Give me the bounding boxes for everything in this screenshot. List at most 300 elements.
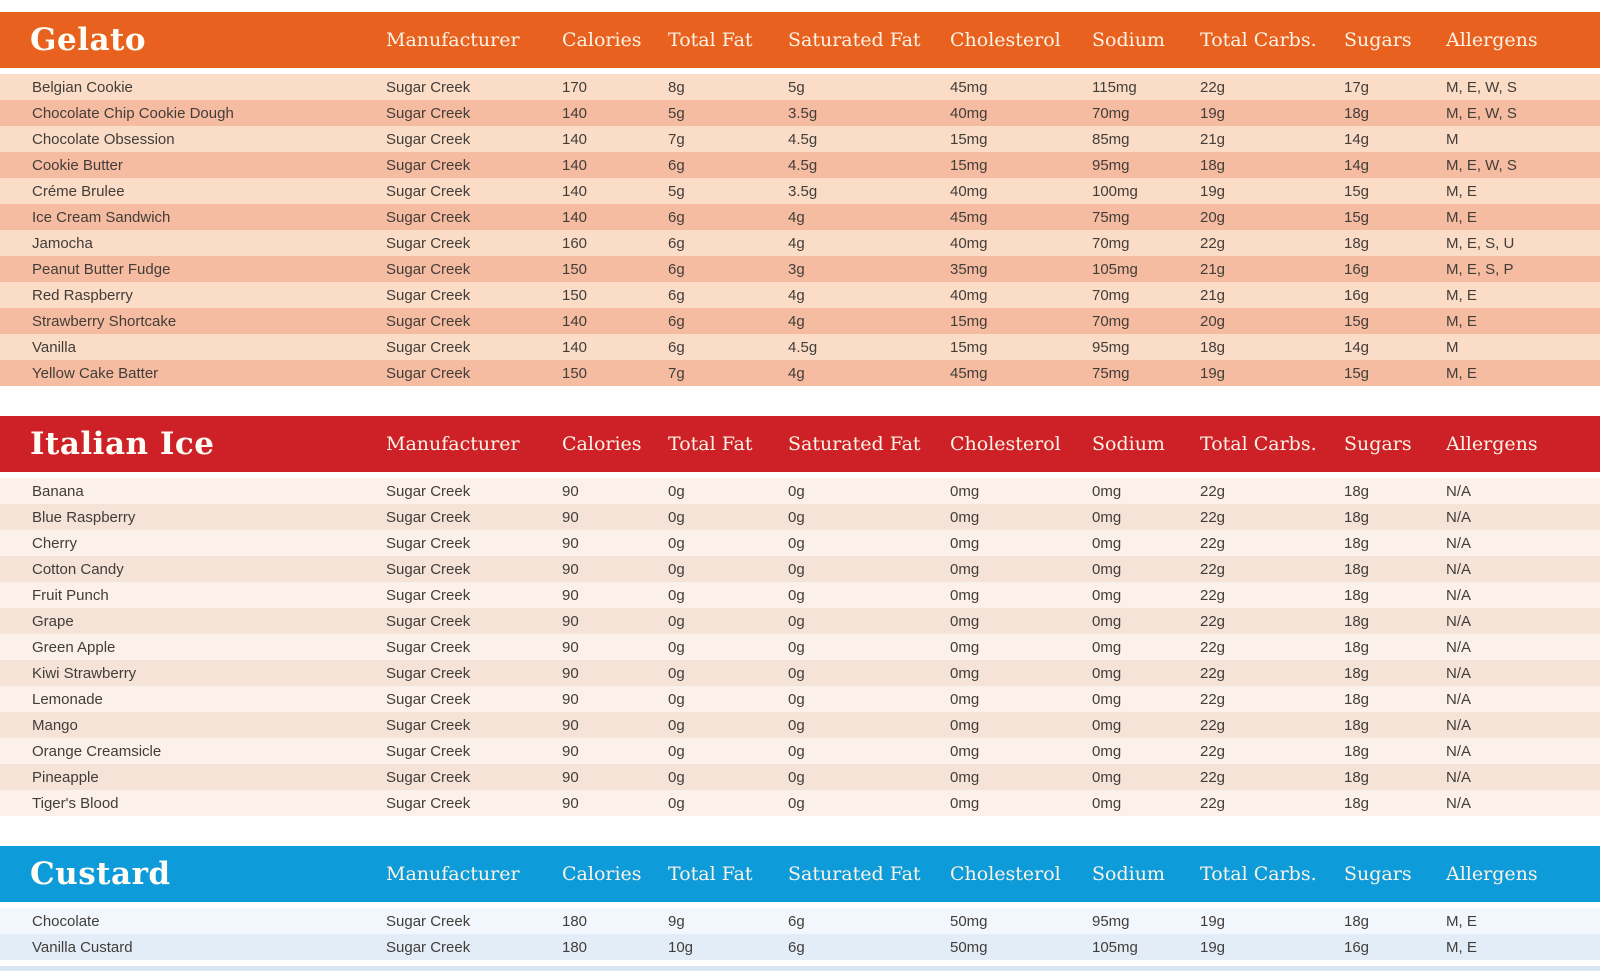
table-row: [0, 582, 1600, 608]
cell-allergens: N/A: [1446, 794, 1472, 812]
cell-total-carbs: 20g: [1200, 312, 1226, 330]
cell-allergens: N/A: [1446, 612, 1472, 630]
cell-total-carbs: 20g: [1200, 208, 1226, 226]
cell-name: Peanut Butter Fudge: [32, 260, 171, 278]
cell-total-fat: 0g: [668, 560, 685, 578]
cell-total-fat: 6g: [668, 312, 685, 330]
cell-calories: 90: [562, 664, 579, 682]
cell-sodium: 0mg: [1092, 482, 1122, 500]
cell-manufacturer: Sugar Creek: [386, 742, 471, 760]
cell-sodium: 70mg: [1092, 312, 1130, 330]
cell-sugars: 14g: [1344, 338, 1370, 356]
cell-saturated-fat: 4.5g: [788, 156, 818, 174]
cell-name: Vanilla: [32, 338, 76, 356]
cell-saturated-fat: 0g: [788, 638, 805, 656]
cell-cholesterol: 0mg: [950, 664, 980, 682]
cell-total-fat: 0g: [668, 612, 685, 630]
table-row: [0, 126, 1600, 152]
cell-calories: 90: [562, 534, 579, 552]
cell-cholesterol: 0mg: [950, 794, 980, 812]
cell-name: Cookie Butter: [32, 156, 123, 174]
column-header-saturated-fat: Saturated Fat: [788, 29, 921, 51]
cell-sodium: 0mg: [1092, 508, 1122, 526]
cell-sodium: 75mg: [1092, 208, 1130, 226]
cell-calories: 90: [562, 482, 579, 500]
cell-cholesterol: 45mg: [950, 208, 988, 226]
cell-total-fat: 5g: [668, 182, 685, 200]
cell-cholesterol: 0mg: [950, 768, 980, 786]
cell-calories: 150: [562, 364, 588, 382]
table-row: [0, 334, 1600, 360]
cell-total-carbs: 21g: [1200, 260, 1226, 278]
cell-saturated-fat: 3.5g: [788, 104, 818, 122]
cell-manufacturer: Sugar Creek: [386, 312, 471, 330]
cell-sodium: 95mg: [1092, 156, 1130, 174]
cell-name: Vanilla Custard: [32, 938, 133, 956]
cell-total-fat: 0g: [668, 768, 685, 786]
cell-sodium: 85mg: [1092, 130, 1130, 148]
cell-cholesterol: 15mg: [950, 130, 988, 148]
cell-name: Tiger's Blood: [32, 794, 119, 812]
cell-name: Belgian Cookie: [32, 78, 133, 96]
column-header-allergens: Allergens: [1446, 29, 1538, 51]
cell-manufacturer: Sugar Creek: [386, 156, 471, 174]
cell-allergens: M, E: [1446, 364, 1477, 382]
cell-calories: 90: [562, 612, 579, 630]
cell-cholesterol: 50mg: [950, 912, 988, 930]
cell-total-fat: 0g: [668, 690, 685, 708]
cell-allergens: N/A: [1446, 534, 1472, 552]
cell-manufacturer: Sugar Creek: [386, 338, 471, 356]
cell-sugars: 18g: [1344, 534, 1370, 552]
cell-total-fat: 6g: [668, 156, 685, 174]
cell-manufacturer: Sugar Creek: [386, 78, 471, 96]
cell-name: Yellow Cake Batter: [32, 364, 159, 382]
cell-calories: 90: [562, 742, 579, 760]
cell-calories: 140: [562, 338, 588, 356]
table-row: [0, 556, 1600, 582]
cell-total-fat: 0g: [668, 508, 685, 526]
table-row: [0, 530, 1600, 556]
cell-saturated-fat: 4.5g: [788, 338, 818, 356]
column-header-saturated-fat: Saturated Fat: [788, 433, 921, 455]
cell-manufacturer: Sugar Creek: [386, 482, 471, 500]
cell-saturated-fat: 0g: [788, 742, 805, 760]
cell-allergens: M, E, S, U: [1446, 234, 1515, 252]
cell-calories: 170: [562, 78, 588, 96]
cell-sodium: 105mg: [1092, 260, 1138, 278]
table-row: [0, 478, 1600, 504]
cell-sugars: 18g: [1344, 664, 1370, 682]
cell-sugars: 18g: [1344, 638, 1370, 656]
cell-saturated-fat: 0g: [788, 768, 805, 786]
table-row: [0, 100, 1600, 126]
cell-total-fat: 6g: [668, 286, 685, 304]
cell-manufacturer: Sugar Creek: [386, 130, 471, 148]
table-row: [0, 360, 1600, 386]
cell-total-fat: 8g: [668, 78, 685, 96]
cell-allergens: M, E, W, S: [1446, 156, 1517, 174]
cell-name: Lemonade: [32, 690, 103, 708]
cell-total-fat: 6g: [668, 208, 685, 226]
cell-cholesterol: 15mg: [950, 156, 988, 174]
cell-manufacturer: Sugar Creek: [386, 560, 471, 578]
cell-sodium: 0mg: [1092, 690, 1122, 708]
cell-total-fat: 7g: [668, 130, 685, 148]
cell-saturated-fat: 0g: [788, 508, 805, 526]
table-row: [0, 204, 1600, 230]
cell-total-carbs: 22g: [1200, 534, 1226, 552]
cell-total-fat: 10g: [668, 938, 694, 956]
table-row: [0, 738, 1600, 764]
cell-calories: 90: [562, 586, 579, 604]
cell-total-fat: 0g: [668, 794, 685, 812]
table-title: Gelato: [30, 22, 147, 58]
cell-allergens: N/A: [1446, 638, 1472, 656]
cell-sugars: 15g: [1344, 182, 1370, 200]
column-header-sodium: Sodium: [1092, 29, 1165, 51]
cell-calories: 140: [562, 104, 588, 122]
cell-total-fat: 6g: [668, 234, 685, 252]
cell-name: Orange Creamsicle: [32, 742, 162, 760]
cell-allergens: M, E, S, P: [1446, 260, 1514, 278]
cell-saturated-fat: 4g: [788, 286, 805, 304]
cell-total-carbs: 22g: [1200, 794, 1226, 812]
cell-sugars: 14g: [1344, 130, 1370, 148]
table-row: [0, 230, 1600, 256]
cell-allergens: M, E, W, S: [1446, 104, 1517, 122]
table-row: [0, 504, 1600, 530]
cell-total-carbs: 19g: [1200, 912, 1226, 930]
cell-name: Pineapple: [32, 768, 99, 786]
cell-cholesterol: 15mg: [950, 338, 988, 356]
cell-cholesterol: 0mg: [950, 534, 980, 552]
cell-saturated-fat: 3.5g: [788, 182, 818, 200]
cell-allergens: N/A: [1446, 716, 1472, 734]
cell-calories: 140: [562, 312, 588, 330]
cell-sugars: 18g: [1344, 794, 1370, 812]
cell-sodium: 0mg: [1092, 586, 1122, 604]
cell-allergens: N/A: [1446, 482, 1472, 500]
cell-sugars: 18g: [1344, 586, 1370, 604]
cell-calories: 90: [562, 508, 579, 526]
cell-saturated-fat: 0g: [788, 664, 805, 682]
cell-name: Kiwi Strawberry: [32, 664, 137, 682]
column-header-total-fat: Total Fat: [668, 863, 753, 885]
cell-total-fat: 0g: [668, 716, 685, 734]
cell-total-fat: 0g: [668, 664, 685, 682]
cutoff-next-row-strip: [0, 966, 1600, 971]
cell-allergens: M, E: [1446, 208, 1477, 226]
cell-cholesterol: 0mg: [950, 690, 980, 708]
cell-saturated-fat: 4.5g: [788, 130, 818, 148]
table-row: [0, 308, 1600, 334]
cell-sodium: 0mg: [1092, 768, 1122, 786]
cell-saturated-fat: 5g: [788, 78, 805, 96]
table-header-band: [0, 416, 1600, 472]
cell-sugars: 18g: [1344, 612, 1370, 630]
cell-name: Mango: [32, 716, 78, 734]
cell-sodium: 0mg: [1092, 794, 1122, 812]
cell-total-fat: 7g: [668, 364, 685, 382]
cell-sodium: 115mg: [1092, 78, 1137, 96]
cell-sodium: 0mg: [1092, 716, 1122, 734]
column-header-manufacturer: Manufacturer: [386, 29, 520, 51]
column-header-saturated-fat: Saturated Fat: [788, 863, 921, 885]
cell-sugars: 17g: [1344, 78, 1370, 96]
cell-manufacturer: Sugar Creek: [386, 260, 471, 278]
cell-manufacturer: Sugar Creek: [386, 716, 471, 734]
cell-sugars: 14g: [1344, 156, 1370, 174]
column-header-total-fat: Total Fat: [668, 433, 753, 455]
cell-sugars: 18g: [1344, 912, 1370, 930]
cell-total-carbs: 18g: [1200, 156, 1226, 174]
table-body: [0, 74, 1600, 386]
column-header-total-fat: Total Fat: [668, 29, 753, 51]
table-row: [0, 908, 1600, 934]
cell-manufacturer: Sugar Creek: [386, 690, 471, 708]
table-header-band: [0, 12, 1600, 68]
cell-name: Cotton Candy: [32, 560, 124, 578]
cell-sugars: 18g: [1344, 508, 1370, 526]
cell-cholesterol: 0mg: [950, 612, 980, 630]
cell-name: Strawberry Shortcake: [32, 312, 177, 330]
cell-allergens: M, E: [1446, 286, 1477, 304]
cell-allergens: N/A: [1446, 664, 1472, 682]
table-body: [0, 478, 1600, 816]
cell-allergens: N/A: [1446, 560, 1472, 578]
cell-total-fat: 9g: [668, 912, 685, 930]
cell-total-carbs: 22g: [1200, 638, 1226, 656]
cell-total-fat: 0g: [668, 534, 685, 552]
cell-total-carbs: 21g: [1200, 130, 1226, 148]
table-row: [0, 152, 1600, 178]
cell-calories: 160: [562, 234, 588, 252]
cell-total-carbs: 22g: [1200, 742, 1226, 760]
cell-calories: 180: [562, 938, 588, 956]
column-header-cholesterol: Cholesterol: [950, 863, 1061, 885]
cell-sugars: 15g: [1344, 208, 1370, 226]
cell-sugars: 15g: [1344, 312, 1370, 330]
cell-manufacturer: Sugar Creek: [386, 234, 471, 252]
cell-sodium: 0mg: [1092, 612, 1122, 630]
cell-sodium: 70mg: [1092, 234, 1130, 252]
cell-total-carbs: 22g: [1200, 664, 1226, 682]
column-header-calories: Calories: [562, 433, 642, 455]
cell-sugars: 18g: [1344, 716, 1370, 734]
cell-sugars: 18g: [1344, 690, 1370, 708]
table-row: [0, 934, 1600, 960]
cell-sugars: 18g: [1344, 560, 1370, 578]
cell-cholesterol: 40mg: [950, 182, 988, 200]
cell-cholesterol: 40mg: [950, 286, 988, 304]
table-section-custard: [0, 846, 1600, 960]
cell-saturated-fat: 4g: [788, 234, 805, 252]
cell-manufacturer: Sugar Creek: [386, 612, 471, 630]
cell-manufacturer: Sugar Creek: [386, 768, 471, 786]
column-header-manufacturer: Manufacturer: [386, 433, 520, 455]
cell-manufacturer: Sugar Creek: [386, 286, 471, 304]
cell-sodium: 100mg: [1092, 182, 1138, 200]
cell-total-carbs: 22g: [1200, 234, 1226, 252]
cell-calories: 90: [562, 690, 579, 708]
cell-sugars: 16g: [1344, 286, 1370, 304]
cell-name: Grape: [32, 612, 74, 630]
cell-sodium: 95mg: [1092, 912, 1130, 930]
cell-total-fat: 6g: [668, 260, 685, 278]
cell-allergens: M: [1446, 338, 1459, 356]
table-row: [0, 608, 1600, 634]
cell-saturated-fat: 0g: [788, 794, 805, 812]
table-row: [0, 764, 1600, 790]
cell-sodium: 0mg: [1092, 742, 1122, 760]
cell-allergens: M, E: [1446, 938, 1477, 956]
cell-sodium: 0mg: [1092, 664, 1122, 682]
column-header-calories: Calories: [562, 29, 642, 51]
table-row: [0, 282, 1600, 308]
cell-cholesterol: 40mg: [950, 104, 988, 122]
cell-total-carbs: 22g: [1200, 560, 1226, 578]
table-title: Custard: [30, 856, 171, 892]
table-row: [0, 712, 1600, 738]
column-header-sugars: Sugars: [1344, 433, 1412, 455]
cell-saturated-fat: 3g: [788, 260, 805, 278]
cell-manufacturer: Sugar Creek: [386, 912, 471, 930]
column-header-sugars: Sugars: [1344, 29, 1412, 51]
cell-name: Green Apple: [32, 638, 116, 656]
cell-calories: 150: [562, 286, 588, 304]
cell-saturated-fat: 6g: [788, 912, 805, 930]
column-header-sodium: Sodium: [1092, 863, 1165, 885]
cell-allergens: N/A: [1446, 508, 1472, 526]
cell-total-fat: 0g: [668, 482, 685, 500]
cell-total-carbs: 22g: [1200, 612, 1226, 630]
cell-saturated-fat: 0g: [788, 716, 805, 734]
cell-total-carbs: 22g: [1200, 482, 1226, 500]
cell-total-fat: 5g: [668, 104, 685, 122]
cell-total-carbs: 22g: [1200, 768, 1226, 786]
cell-sugars: 15g: [1344, 364, 1370, 382]
column-header-calories: Calories: [562, 863, 642, 885]
cell-sodium: 70mg: [1092, 286, 1130, 304]
cell-manufacturer: Sugar Creek: [386, 664, 471, 682]
cell-total-carbs: 18g: [1200, 338, 1226, 356]
cell-saturated-fat: 0g: [788, 482, 805, 500]
cell-sodium: 75mg: [1092, 364, 1130, 382]
cell-total-fat: 0g: [668, 638, 685, 656]
cell-name: Blue Raspberry: [32, 508, 136, 526]
cell-manufacturer: Sugar Creek: [386, 534, 471, 552]
cell-cholesterol: 0mg: [950, 560, 980, 578]
cell-cholesterol: 35mg: [950, 260, 988, 278]
cell-manufacturer: Sugar Creek: [386, 638, 471, 656]
cell-name: Chocolate: [32, 912, 100, 930]
cell-saturated-fat: 0g: [788, 586, 805, 604]
cell-calories: 90: [562, 638, 579, 656]
cell-manufacturer: Sugar Creek: [386, 104, 471, 122]
cell-total-carbs: 21g: [1200, 286, 1226, 304]
cell-name: Chocolate Obsession: [32, 130, 175, 148]
cell-cholesterol: 45mg: [950, 364, 988, 382]
cell-manufacturer: Sugar Creek: [386, 182, 471, 200]
table-row: [0, 634, 1600, 660]
cell-total-carbs: 22g: [1200, 716, 1226, 734]
cell-allergens: N/A: [1446, 768, 1472, 786]
column-header-allergens: Allergens: [1446, 863, 1538, 885]
cell-allergens: M, E, W, S: [1446, 78, 1517, 96]
cell-sugars: 18g: [1344, 234, 1370, 252]
table-row: [0, 178, 1600, 204]
column-header-sugars: Sugars: [1344, 863, 1412, 885]
cell-allergens: M: [1446, 130, 1459, 148]
cell-total-fat: 6g: [668, 338, 685, 356]
cell-name: Ice Cream Sandwich: [32, 208, 171, 226]
cell-allergens: N/A: [1446, 586, 1472, 604]
cell-name: Chocolate Chip Cookie Dough: [32, 104, 234, 122]
cell-saturated-fat: 4g: [788, 312, 805, 330]
cell-name: Fruit Punch: [32, 586, 109, 604]
cell-calories: 150: [562, 260, 588, 278]
cell-cholesterol: 40mg: [950, 234, 988, 252]
cell-cholesterol: 15mg: [950, 312, 988, 330]
cell-total-fat: 0g: [668, 742, 685, 760]
column-header-cholesterol: Cholesterol: [950, 29, 1061, 51]
table-section-gelato: [0, 12, 1600, 386]
cell-calories: 180: [562, 912, 588, 930]
cell-saturated-fat: 0g: [788, 690, 805, 708]
cell-sugars: 18g: [1344, 768, 1370, 786]
cell-sodium: 95mg: [1092, 338, 1130, 356]
cell-name: Jamocha: [32, 234, 93, 252]
cell-sodium: 0mg: [1092, 638, 1122, 656]
cell-name: Créme Brulee: [32, 182, 125, 200]
column-header-manufacturer: Manufacturer: [386, 863, 520, 885]
cell-sugars: 16g: [1344, 938, 1370, 956]
cell-manufacturer: Sugar Creek: [386, 508, 471, 526]
cell-sodium: 0mg: [1092, 560, 1122, 578]
cell-calories: 90: [562, 794, 579, 812]
table-section-italian-ice: [0, 416, 1600, 816]
cell-name: Cherry: [32, 534, 78, 552]
cell-calories: 140: [562, 130, 588, 148]
cell-name: Banana: [32, 482, 84, 500]
table-row: [0, 256, 1600, 282]
cell-allergens: N/A: [1446, 690, 1472, 708]
cell-manufacturer: Sugar Creek: [386, 208, 471, 226]
cell-calories: 140: [562, 156, 588, 174]
cell-saturated-fat: 6g: [788, 938, 805, 956]
cell-manufacturer: Sugar Creek: [386, 364, 471, 382]
column-header-sodium: Sodium: [1092, 433, 1165, 455]
cell-total-carbs: 19g: [1200, 364, 1226, 382]
cell-sodium: 0mg: [1092, 534, 1122, 552]
cell-saturated-fat: 4g: [788, 208, 805, 226]
cell-total-carbs: 22g: [1200, 690, 1226, 708]
column-header-cholesterol: Cholesterol: [950, 433, 1061, 455]
table-row: [0, 686, 1600, 712]
cell-sodium: 70mg: [1092, 104, 1130, 122]
column-header-allergens: Allergens: [1446, 433, 1538, 455]
cell-name: Red Raspberry: [32, 286, 133, 304]
cell-manufacturer: Sugar Creek: [386, 938, 471, 956]
cell-sugars: 18g: [1344, 104, 1370, 122]
cell-allergens: N/A: [1446, 742, 1472, 760]
cell-total-carbs: 19g: [1200, 182, 1226, 200]
cell-allergens: M, E: [1446, 912, 1477, 930]
cell-total-carbs: 22g: [1200, 78, 1226, 96]
cell-calories: 90: [562, 560, 579, 578]
cell-total-carbs: 19g: [1200, 938, 1226, 956]
